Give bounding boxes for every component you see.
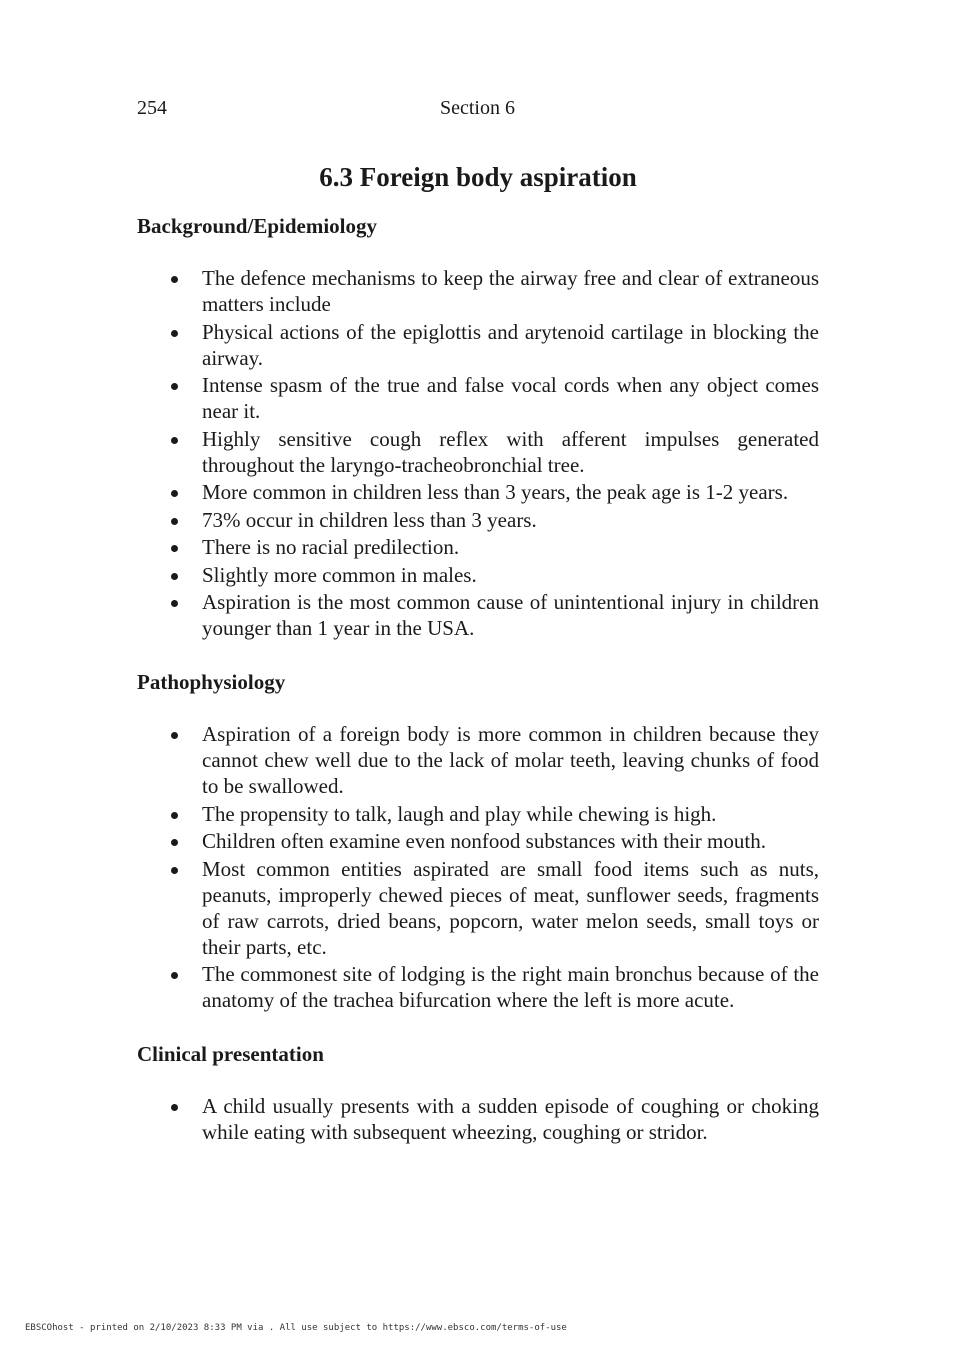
bullet-icon [171, 437, 178, 444]
list-item [137, 589, 819, 641]
background-list [137, 265, 819, 641]
list-item-text: The defence mechanisms to keep the airway free and clear of extraneous matters include [202, 266, 819, 316]
bullet-icon [171, 490, 178, 497]
bullet-icon [171, 518, 178, 525]
list-item-text: The propensity to talk, laugh and play while chewing is high. [202, 801, 717, 826]
list-item [137, 828, 819, 854]
list-item [137, 479, 819, 505]
list-item-text: 73% occur in children less than 3 years. [202, 507, 537, 532]
list-item [137, 1093, 819, 1145]
bullet-icon [171, 867, 178, 874]
bullet-icon [171, 732, 178, 739]
list-item [137, 721, 819, 799]
bullet-icon [171, 839, 178, 846]
list-item-text: There is no racial predilection. [202, 535, 460, 559]
list-item-text: Children often examine even nonfood substances with their mouth. [202, 829, 766, 853]
footer-notice: EBSCOhost - printed on 2/10/2023 8:33 PM via . All use subject to https://www.ebsco.com/terms-of-use [25, 1323, 567, 1333]
list-item [137, 534, 819, 560]
bullet-icon [171, 1104, 178, 1111]
bullet-icon [171, 573, 178, 580]
bullet-icon [171, 383, 178, 390]
list-item-text: Highly sensitive cough reflex with afferent impulses generated throughout the laryngo-tracheobronchial tree. [202, 426, 819, 477]
list-item-text: Physical actions of the epiglottis and arytenoid cartilage in blocking the airway. [202, 319, 819, 370]
list-item [137, 801, 819, 827]
list-item-text: A child usually presents with a sudden episode of coughing or choking while eating with subsequent wheezing, coughing or stridor. [202, 1094, 819, 1144]
chapter-title: 6.3 Foreign body aspiration [319, 162, 637, 192]
list-item-text: Aspiration of a foreign body is more common in children because they cannot chew well due to the lack of molar teeth, leaving chunks of food to be swallowed. [202, 722, 819, 798]
running-head: Section 6 [440, 97, 515, 119]
list-item-text: Slightly more common in males. [202, 562, 477, 587]
list-item-text: Most common entities aspirated are small food items such as nuts, peanuts, improperly chewed pieces of meat, sunflower seeds, fragments of raw carrots, dried beans, popcorn, water melon seeds, small toys or their parts, etc. [202, 856, 819, 959]
section-heading-background: Background/Epidemiology [137, 214, 378, 238]
page-number: 254 [137, 97, 167, 119]
list-item-text: Aspiration is the most common cause of unintentional injury in children younger than 1 year in the USA. [202, 590, 819, 640]
list-item [137, 426, 819, 478]
pathophysiology-list [137, 721, 819, 1013]
list-item [137, 856, 819, 960]
list-item [137, 265, 819, 317]
list-item [137, 372, 819, 424]
list-item [137, 319, 819, 371]
bullet-icon [171, 545, 178, 552]
list-item [137, 507, 819, 533]
bullet-icon [171, 276, 178, 283]
list-item [137, 562, 819, 588]
list-item-text: The commonest site of lodging is the right main bronchus because of the anatomy of the trachea bifurcation where the left is more acute. [202, 962, 819, 1012]
list-item-text: More common in children less than 3 years, the peak age is 1-2 years. [202, 480, 789, 504]
bullet-icon [171, 972, 178, 979]
list-item-text: Intense spasm of the true and false vocal cords when any object comes near it. [202, 373, 819, 423]
clinical-list [137, 1093, 819, 1145]
page-content [137, 160, 819, 1147]
section-heading-clinical: Clinical presentation [137, 1042, 324, 1066]
bullet-icon [171, 330, 178, 337]
list-item [137, 961, 819, 1013]
bullet-icon [171, 600, 178, 607]
bullet-icon [171, 812, 178, 819]
section-heading-pathophysiology: Pathophysiology [137, 670, 286, 694]
